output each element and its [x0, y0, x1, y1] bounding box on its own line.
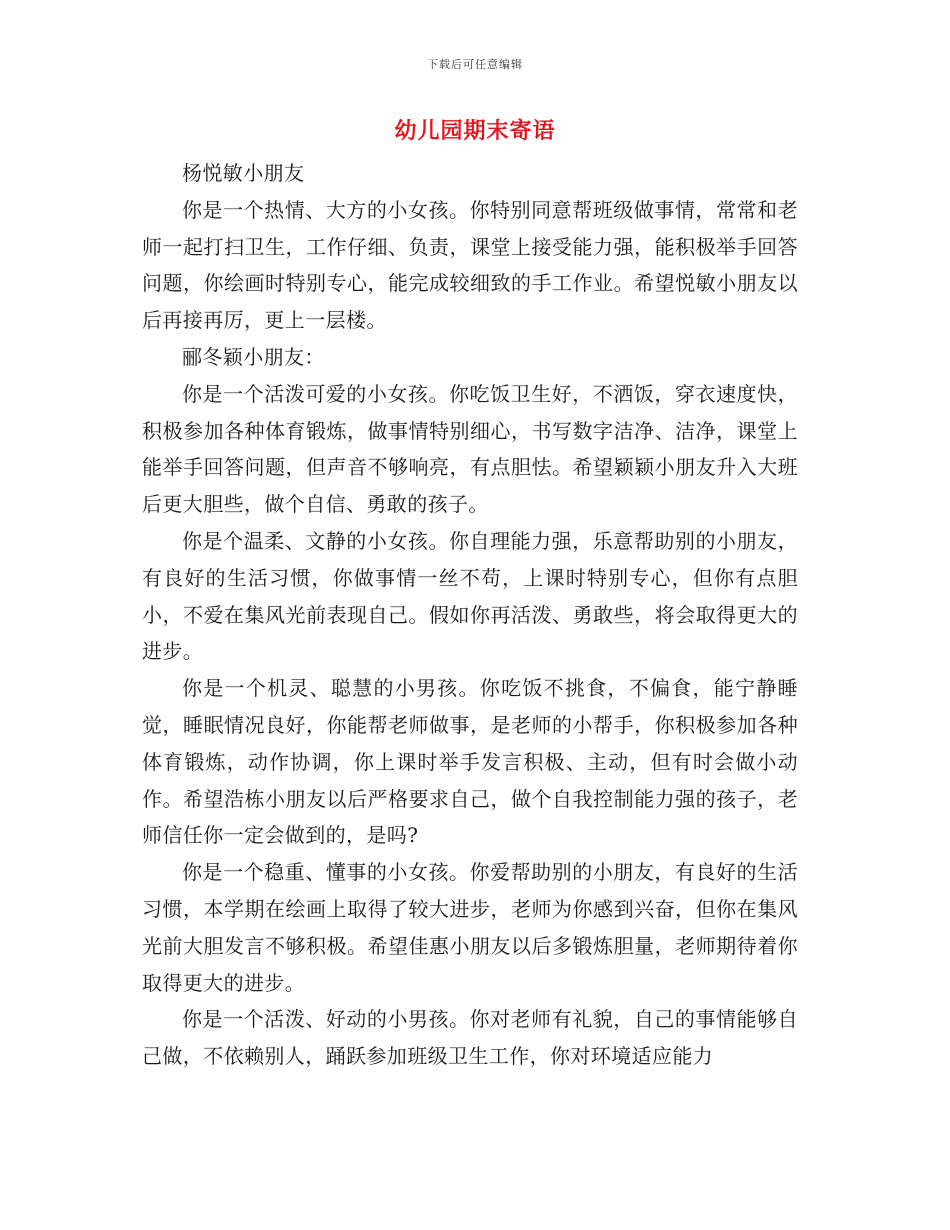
paragraph-comment-6: 你是一个活泼、好动的小男孩。你对老师有礼貌，自己的事情能够自己做，不依赖别人，踊跃参加班级卫生工作，你对环境适应能力: [142, 1007, 798, 1069]
paragraph-comment-3: 你是个温柔、文静的小女孩。你自理能力强，乐意帮助别的小朋友，有良好的生活习惯，你做事情一丝不苟，上课时特别专心，但你有点胆小，不爱在集风光前表现自己。假如你再活泼、勇敢些，将会取得更大的进步。: [142, 528, 798, 664]
paragraph-comment-2: 你是一个活泼可爱的小女孩。你吃饭卫生好，不洒饭，穿衣速度快，积极参加各种体育锻炼，做事情特别细心，书写数字洁净、洁净，课堂上能举手回答问题，但声音不够响亮，有点胆怯。希望颖颖小朋友升入大班后更大胆些，做个自信、勇敢的孩子。: [142, 381, 798, 517]
paragraph-comment-1: 你是一个热情、大方的小女孩。你特别同意帮班级做事情，常常和老师一起打扫卫生，工作仔细、负责，课堂上接受能力强，能积极举手回答问题，你绘画时特别专心，能完成较细致的手工作业。希望悦敏小朋友以后再接再厉，更上一层楼。: [142, 197, 798, 333]
document-body: [142, 155, 798, 1075]
paragraph-comment-5: 你是一个稳重、懂事的小女孩。你爱帮助别的小朋友，有良好的生活习惯，本学期在绘画上取得了较大进步，老师为你感到兴奋，但你在集风光前大胆发言不够积极。希望佳惠小朋友以后多锻炼胆量，老师期待着你取得更大的进步。: [142, 860, 798, 995]
paragraph-comment-4: 你是一个机灵、聪慧的小男孩。你吃饭不挑食，不偏食，能宁静睡觉，睡眠情况良好，你能帮老师做事，是老师的小帮手，你积极参加各种体育锻炼，动作协调，你上课时举手发言积极、主动，但有时会做小动作。希望浩栋小朋友以后严格要求自己，做个自我控制能力强的孩子，老师信任你一定会做到的，是吗?: [142, 676, 798, 848]
paragraph-recipient-1: 杨悦敏小朋友: [182, 161, 305, 185]
page-title: 幼儿园期末寄语: [394, 118, 556, 144]
paragraph-recipient-2: 郦冬颖小朋友：: [182, 344, 325, 369]
header-note: 下载后可任意编辑: [427, 58, 523, 71]
